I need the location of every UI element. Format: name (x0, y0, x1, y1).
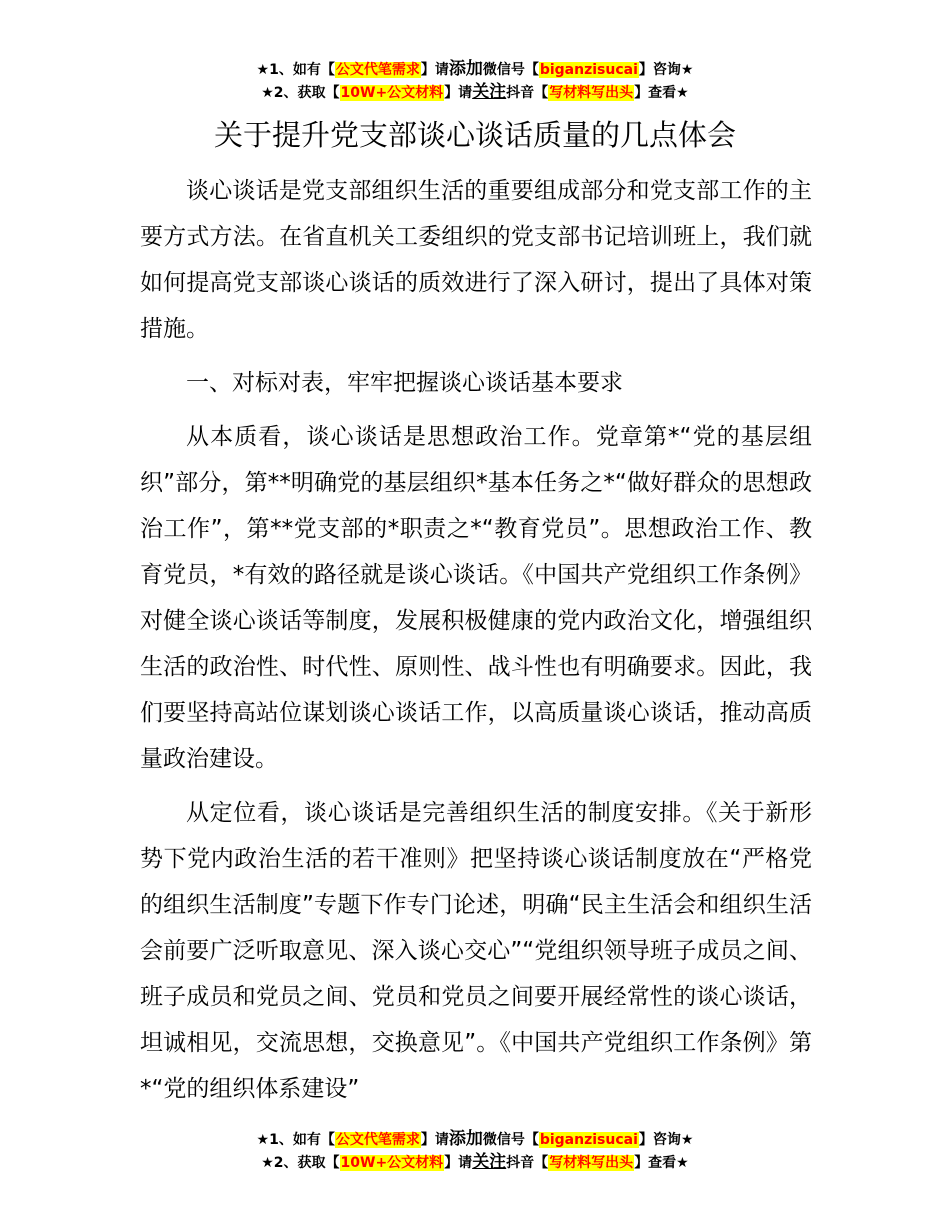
highlight-ghostwriting: 公文代笔需求 (335, 62, 420, 78)
highlight-ghostwriting: 公文代笔需求 (335, 1132, 420, 1148)
highlight-douyin: 写材料写出头 (549, 85, 634, 101)
paragraph-intro: 谈心谈话是党支部组织生活的重要组成部分和党支部工作的主要方式方法。在省直机关工委组织的党支部书记培训班上，我们就如何提高党支部谈心谈话的质效进行了深入研讨，提出了具体对策措施。 (140, 178, 812, 342)
banner-line-1: ★1、如有【公文代笔需求】请添加微信号【biganzisucai】咨询★ (256, 59, 694, 79)
banner-line-2: ★2、获取【10W+公文材料】请关注抖音【写材料写出头】查看★ (261, 82, 689, 102)
highlight-wechat-id: biganzisucai (539, 62, 638, 78)
document-body (140, 168, 812, 1120)
document-title: 关于提升党支部谈心谈话质量的几点体会 (213, 118, 736, 152)
banner-line-1: ★1、如有【公文代笔需求】请添加微信号【biganzisucai】咨询★ (256, 1129, 694, 1149)
paragraph-positioning: 从定位看，谈心谈话是完善组织生活的制度安排。《关于新形势下党内政治生活的若干准则》把坚持谈心谈话制度放在“严格党的组织生活制度”专题下作专门论述，明确“民主生活会和组织生活会前要广泛听取意见、深入谈心交心”“党组织领导班子成员之间、班子成员和党员之间、党员和党员之间要开展经常性的谈心谈话，坦诚相见，交流思想，交换意见”。《中国共产党组织工作条例》第*“党的组织体系建设” (140, 800, 812, 1102)
header-banner (0, 58, 950, 104)
highlight-wechat-id: biganzisucai (539, 1132, 638, 1148)
footer-banner (0, 1128, 950, 1174)
section-heading-1: 一、对标对表，牢牢把握谈心谈话基本要求 (186, 370, 623, 396)
highlight-douyin: 写材料写出头 (549, 1155, 634, 1171)
highlight-materials: 10W+公文材料 (340, 85, 444, 101)
paragraph-essence: 从本质看，谈心谈话是思想政治工作。党章第*“党的基层组织”部分，第**明确党的基层组织*基本任务之*“做好群众的思想政治工作”，第**党支部的*职责之*“教育党员”。思想政治工作、教育党员，*有效的路径就是谈心谈话。《中国共产党组织工作条例》对健全谈心谈话等制度，发展积极健康的党内政治文化，增强组织生活的政治性、时代性、原则性、战斗性也有明确要求。因此，我们要坚持高站位谋划谈心谈话工作，以高质量谈心谈话，推动高质量政治建设。 (140, 424, 812, 772)
highlight-materials: 10W+公文材料 (340, 1155, 444, 1171)
banner-line-2: ★2、获取【10W+公文材料】请关注抖音【写材料写出头】查看★ (261, 1152, 689, 1172)
